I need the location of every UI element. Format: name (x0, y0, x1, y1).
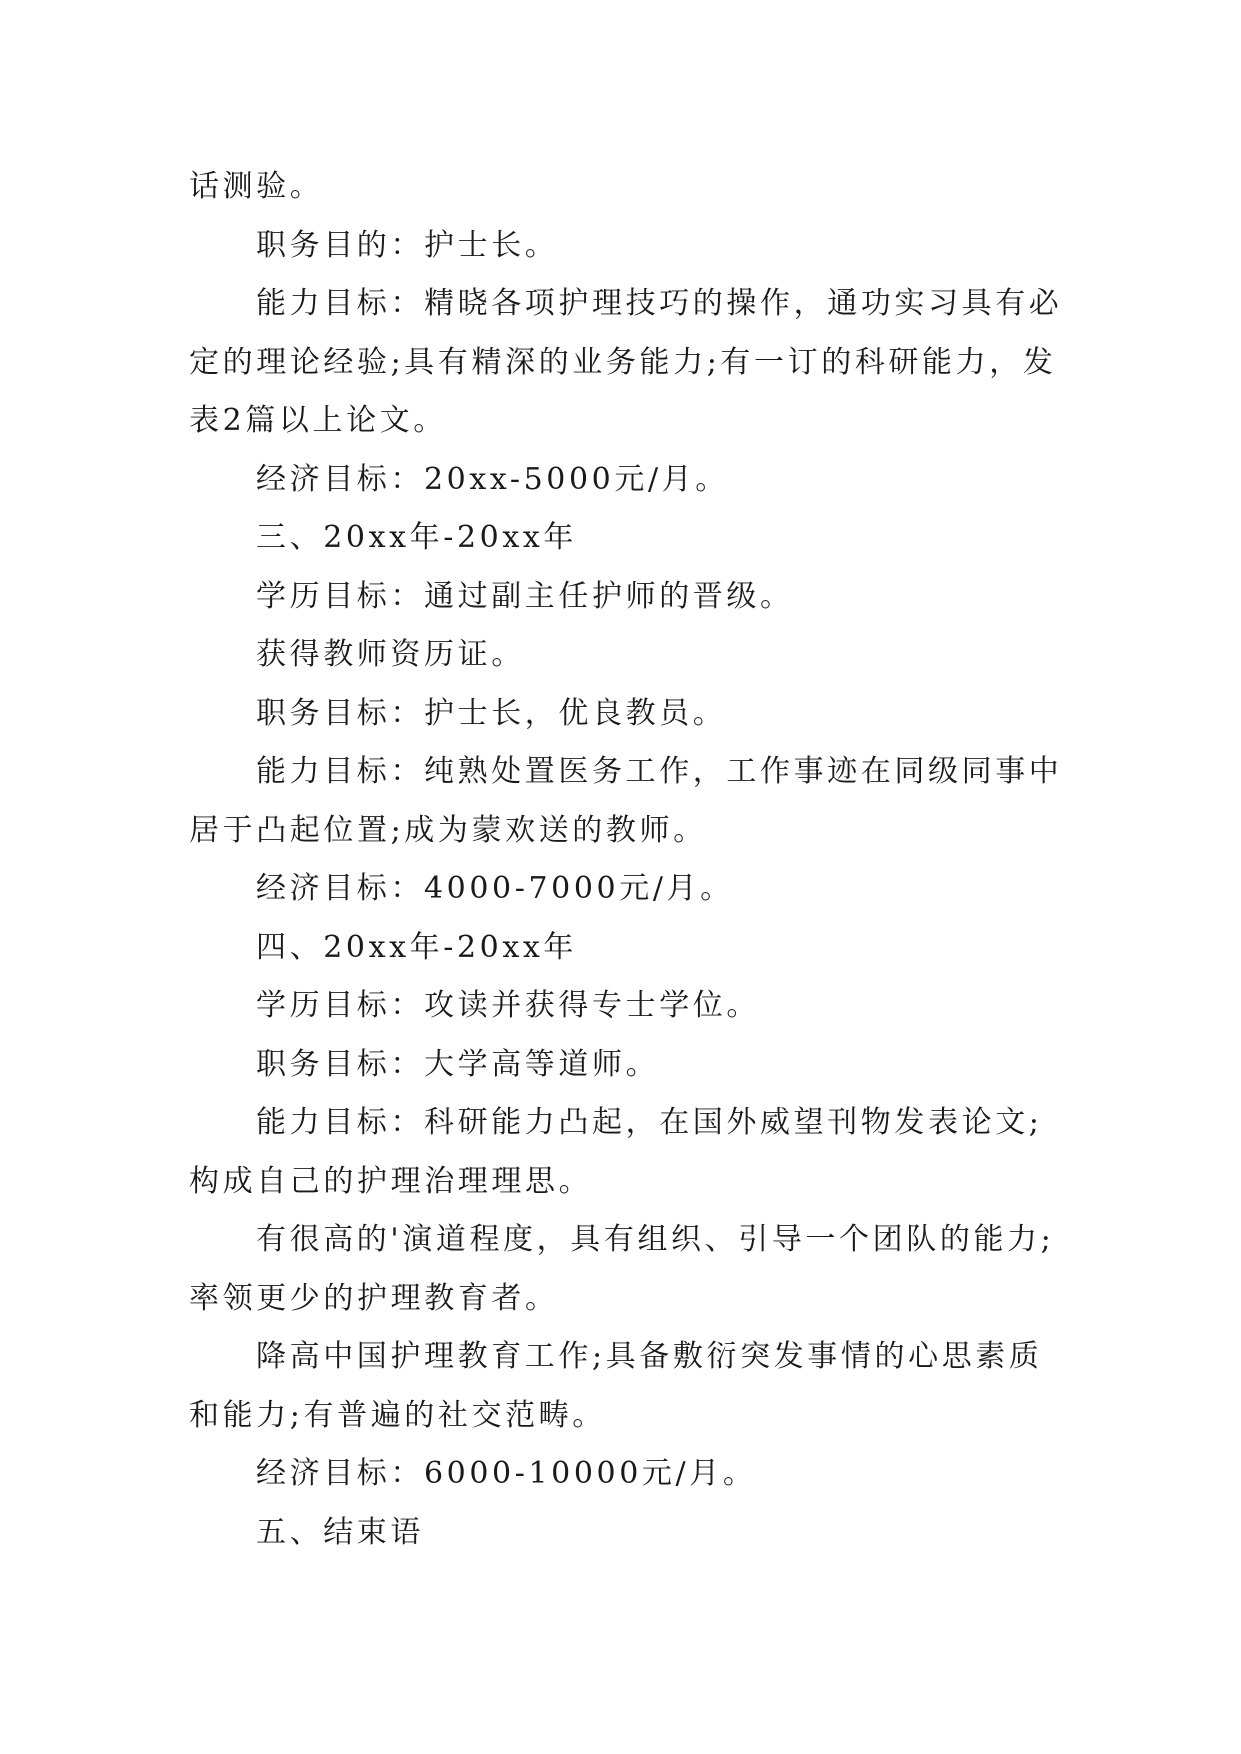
paragraph: 学历目标：通过副主任护师的晋级。 (256, 578, 794, 614)
section-heading: 三、20xx年-20xx年 (256, 520, 577, 555)
paragraph: 获得教师资历证。 (256, 637, 525, 672)
paragraph: 经济目标：4000-7000元/月。 (256, 871, 734, 906)
paragraph: 有很高的'演道程度，具有组织、引导一个团队的能力;率领更少的护理教育者。 (189, 1222, 1055, 1316)
paragraph: 能力目标：精晓各项护理技巧的操作，通功实习具有必定的理论经验;具有精深的业务能力;有一订的科研能力，发表2篇以上论文。 (189, 286, 1063, 438)
paragraph: 降高中国护理教育工作;具备敷衍突发事情的心思素质和能力;有普遍的社交范畴。 (189, 1339, 1043, 1433)
paragraph: 经济目标：20xx-5000元/月。 (256, 461, 729, 497)
paragraph: 话测验。 (189, 169, 324, 204)
section-heading: 四、20xx年-20xx年 (256, 929, 577, 965)
paragraph: 职务目标：护士长，优良教员。 (256, 695, 727, 731)
document-body (189, 158, 1069, 1562)
paragraph: 学历目标：攻读并获得专士学位。 (256, 988, 760, 1023)
paragraph: 能力目标：纯熟处置医务工作，工作事迹在同级同事中居于凸起位置;成为蒙欢送的教师。 (189, 754, 1063, 848)
paragraph: 能力目标：科研能力凸起，在国外威望刊物发表论文;构成自己的护理治理理思。 (189, 1105, 1043, 1199)
paragraph: 职务目标：大学高等道师。 (256, 1046, 660, 1082)
section-heading: 五、结束语 (256, 1514, 424, 1550)
paragraph: 经济目标：6000-10000元/月。 (256, 1456, 757, 1491)
paragraph: 职务目的：护士长。 (256, 227, 559, 263)
